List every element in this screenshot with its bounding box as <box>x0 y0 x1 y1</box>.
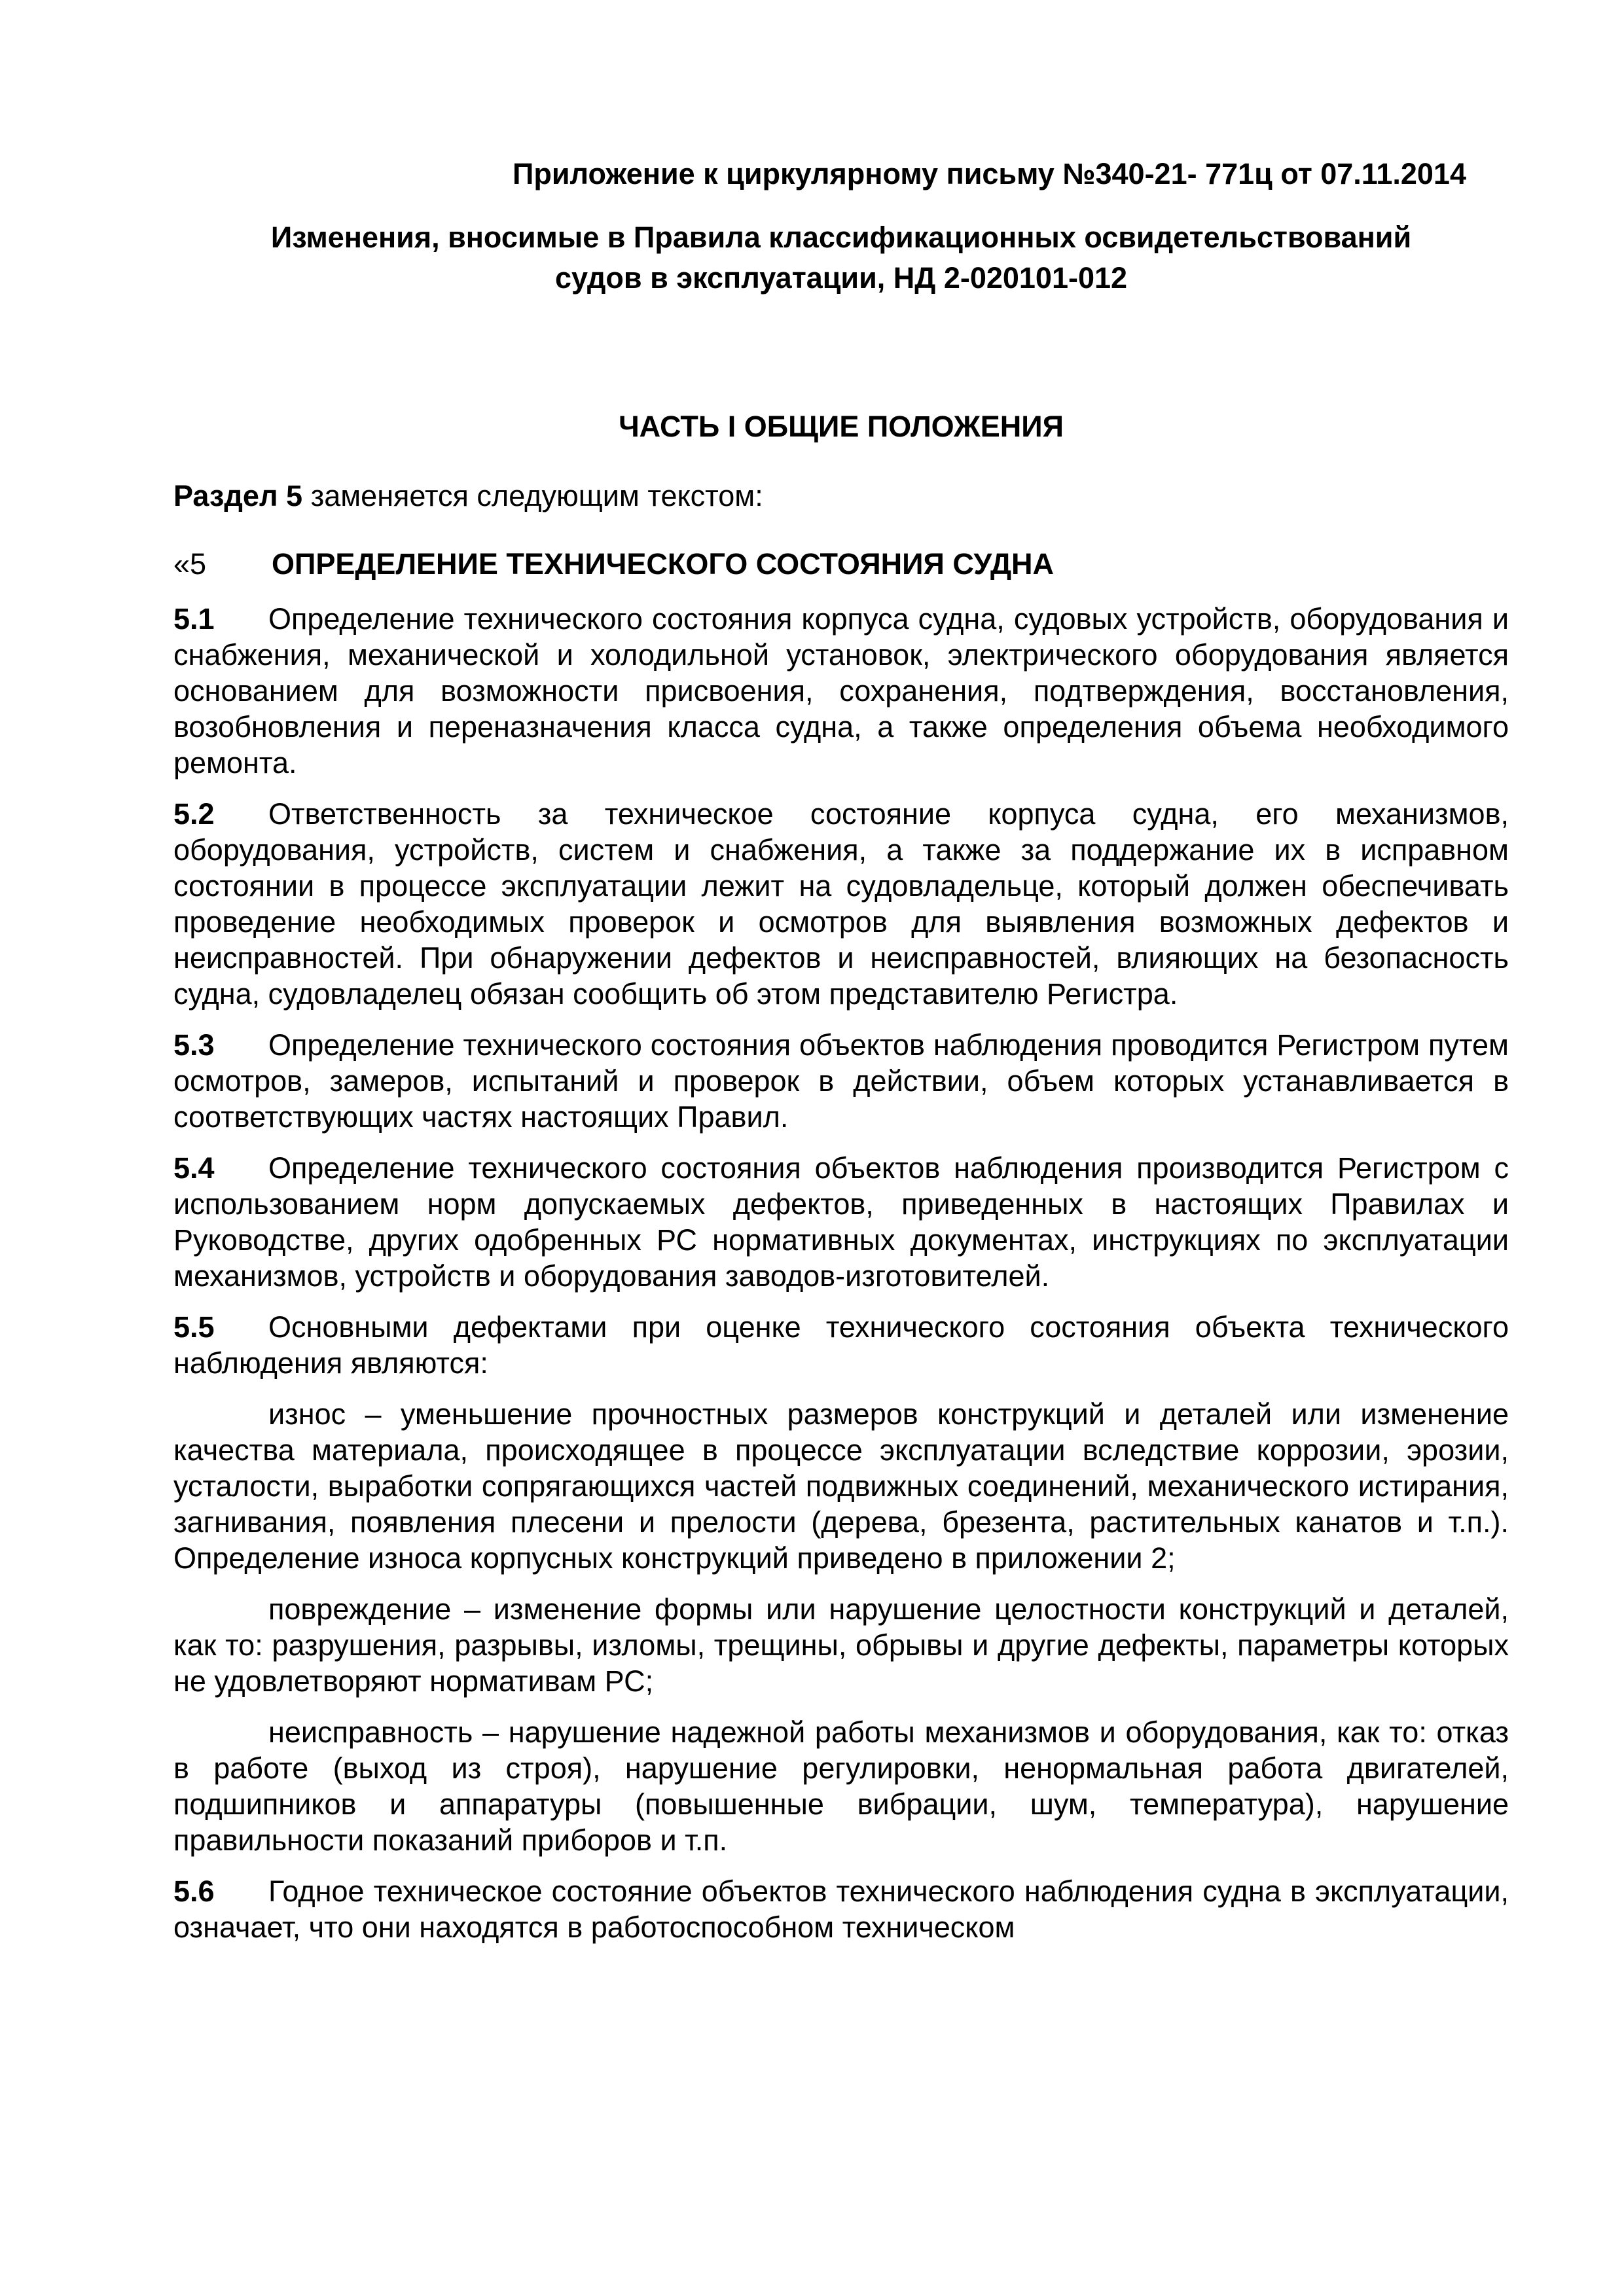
paragraph-5-4 <box>173 1150 1509 1294</box>
document-title-line-2: судов в эксплуатации, НД 2-020101-012 <box>554 261 1128 295</box>
paragraph-5-5 <box>173 1309 1509 1381</box>
document-title <box>173 217 1509 298</box>
paragraph-number: 5.1 <box>173 602 215 636</box>
definition-wear: износ – уменьшение прочностных размеров конструкций и деталей или изменение качества материала, происходящее в процессе эксплуатации вследствие коррозии, эрозии, усталости, выработки сопрягающихся частей подвижных соединений, механического истирания, загнивания, появления плесени и прелости (дерева, брезента, растительных канатов и т.п.). Определение износа корпусных конструкций приведено в приложении 2; <box>173 1397 1509 1575</box>
document-title-line-1: Изменения, вносимые в Правила классификационных освидетельствований <box>270 221 1412 254</box>
section-note-bold: Раздел 5 <box>173 479 303 512</box>
paragraph-text: Годное техническое состояние объектов технического наблюдения судна в эксплуатации, означает, что они находятся в работоспособном техническом <box>173 1874 1509 1944</box>
chapter-title: ОПРЕДЕЛЕНИЕ ТЕХНИЧЕСКОГО СОСТОЯНИЯ СУДНА <box>272 547 1055 581</box>
section-note <box>173 476 763 516</box>
definition-damage: повреждение – изменение формы или нарушение целостности конструкций и деталей, как то: разрушения, разрывы, изломы, трещины, обрывы и другие дефекты, параметры которых не удовлетворяют нормативам РС; <box>173 1592 1509 1698</box>
paragraph-number: 5.6 <box>173 1874 215 1908</box>
paragraph-text: Определение технического состояния объектов наблюдения проводится Регистром путем осмотров, замеров, испытаний и проверок в действии, объем которых устанавливается в соответствующих частях настоящих Правил. <box>173 1028 1509 1134</box>
chapter-heading <box>173 545 1054 584</box>
paragraph-5-6 <box>173 1873 1509 1945</box>
paragraph-number: 5.5 <box>173 1310 215 1344</box>
paragraph-text: Основными дефектами при оценке технического состояния объекта технического наблюдения являются: <box>173 1310 1509 1380</box>
paragraph-5-1 <box>173 601 1509 781</box>
annex-header: Приложение к циркулярному письму №340-21- 771ц от 07.11.2014 <box>513 157 1466 190</box>
paragraph-number: 5.4 <box>173 1151 215 1185</box>
part-title: ЧАСТЬ I ОБЩИЕ ПОЛОЖЕНИЯ <box>619 410 1064 443</box>
chapter-number: «5 <box>173 547 207 581</box>
paragraph-text: Определение технического состояния корпуса судна, судовых устройств, оборудования и снабжения, механической и холодильной установок, электрического оборудования является основанием для возможности присвоения, сохранения, подтверждения, восстановления, возобновления и переназначения класса судна, а также определения объема необходимого ремонта. <box>173 602 1509 780</box>
paragraph-text: Определение технического состояния объектов наблюдения производится Регистром с использованием норм допускаемых дефектов, приведенных в настоящих Правилах и Руководстве, других одобренных РС нормативных документах, инструкциях по эксплуатации механизмов, устройств и оборудования заводов-изготовителей. <box>173 1151 1509 1293</box>
paragraph-number: 5.3 <box>173 1028 215 1062</box>
paragraph-5-3 <box>173 1027 1509 1135</box>
document-page <box>173 0 1509 2296</box>
definition-malfunction: неисправность – нарушение надежной работы механизмов и оборудования, как то: отказ в работе (выход из строя), нарушение регулировки, ненормальная работа двигателей, подшипников и аппаратуры (повышенные вибрации, шум, температура), нарушение правильности показаний приборов и т.п. <box>173 1715 1509 1857</box>
body-text <box>173 601 1509 1960</box>
paragraph-5-2 <box>173 796 1509 1012</box>
section-note-rest: заменяется следующим текстом: <box>302 479 763 512</box>
paragraph-text: Ответственность за техническое состояние корпуса судна, его механизмов, оборудования, устройств, систем и снабжения, а также за поддержание их в исправном состоянии в процессе эксплуатации лежит на судовладельце, который должен обеспечивать проведение необходимых проверок и осмотров для выявления возможных дефектов и неисправностей. При обнаружении дефектов и неисправностей, влияющих на безопасность судна, судовладелец обязан сообщить об этом представителю Регистра. <box>173 797 1509 1011</box>
paragraph-number: 5.2 <box>173 797 215 831</box>
